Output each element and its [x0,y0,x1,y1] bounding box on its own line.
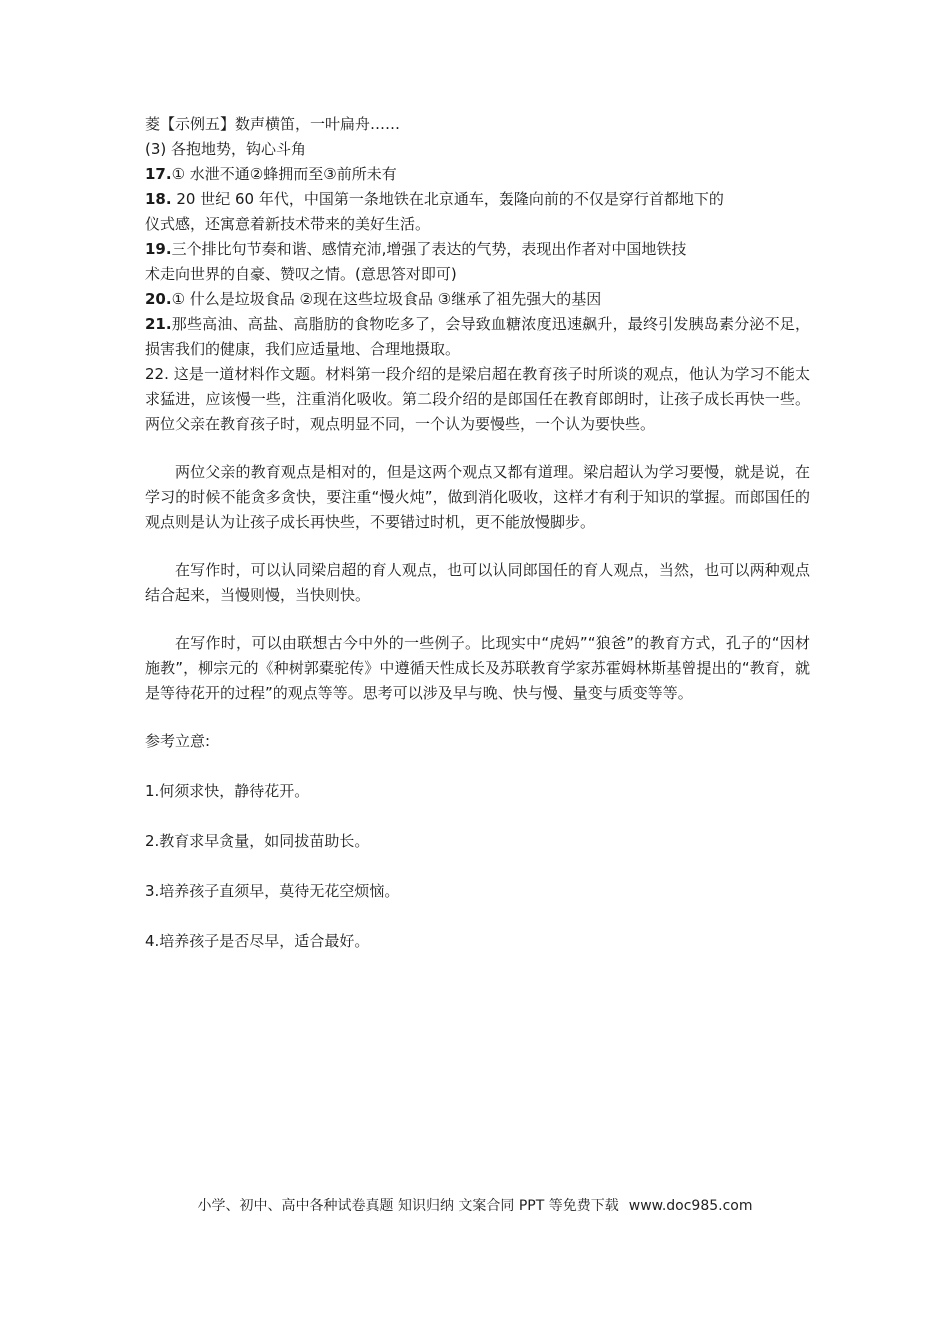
answer-18-cont: 仪式感，还寓意着新技术带来的美好生活。 [145,215,431,233]
reference-item-2: 2.教育求早贪量，如同拔苗助长。 [145,832,370,850]
answer-19 [145,237,810,262]
footer-url[interactable]: www.doc985.com [628,1198,753,1214]
page-footer [0,1195,950,1215]
answer-text: 20 世纪 60 年代，中国第一条地铁在北京通车，轰隆向前的不仅是穿行首都地下的 [171,190,724,208]
answer-content [145,112,810,954]
answer-19-cont: 术走向世界的自豪、赞叹之情。(意思答对即可) [145,265,457,283]
answer-line-3: (3) 各抱地势，钩心斗角 [145,140,307,158]
spacer [145,437,810,460]
essay-paragraph-2: 在写作时，可以认同梁启超的育人观点，也可以认同郎国任的育人观点，当然，也可以两种观点结合起来，当慢则慢，当快则快。 [145,561,810,604]
question-number: 20. [145,290,172,308]
question-number: 17. [145,165,172,183]
answer-21 [145,312,810,362]
spacer [145,608,810,631]
answer-text: ① 水泄不通②蜂拥而至③前所未有 [171,165,397,183]
answer-text: ① 什么是垃圾食品 ②现在这些垃圾食品 ③继承了祖先强大的基因 [171,290,602,308]
answer-20 [145,287,810,312]
question-number: 18. [145,190,172,208]
answer-18 [145,187,810,212]
reference-heading: 参考立意: [145,732,211,750]
reference-item-4: 4.培养孩子是否尽早，适合最好。 [145,932,370,950]
essay-paragraph-1: 两位父亲的教育观点是相对的，但是这两个观点又都有道理。梁启超认为学习要慢，就是说，在学习的时候不能贪多贪快，要注重“慢火炖”，做到消化吸收，这样才有利于知识的掌握。而郎国任的观点则是认为让孩子成长再快些，不要错过时机，更不能放慢脚步。 [145,463,810,531]
spacer [145,804,810,829]
answer-text: 三个排比句节奏和谐、感情充沛,增强了表达的气势，表现出作者对中国地铁技 [171,240,687,258]
spacer [145,706,810,729]
reference-item-3: 3.培养孩子直须早，莫待无花空烦恼。 [145,882,400,900]
spacer [145,854,810,879]
answer-line-example5: 菱【示例五】数声横笛，一叶扁舟…… [145,115,401,133]
spacer [145,535,810,558]
reference-item-1: 1.何须求快，静待花开。 [145,782,310,800]
spacer [145,754,810,779]
footer-text: 小学、初中、高中各种试卷真题 知识归纳 文案合同 PPT 等免费下载 [197,1198,619,1214]
answer-text: 那些高油、高盐、高脂肪的食物吃多了，会导致血糖浓度迅速飙升，最终引发胰岛素分泌不足，损害我们的健康，我们应适量地、合理地摄取。 [145,315,810,358]
question-number: 21. [145,315,172,333]
essay-paragraph-3: 在写作时，可以由联想古今中外的一些例子。比现实中“虎妈”“狼爸”的教育方式，孔子的“因材施教”，柳宗元的《种树郭橐驼传》中遵循天性成长及苏联教育学家苏霍姆林斯基曾提出的“教育，就是等待花开的过程”的观点等等。思考可以涉及早与晚、快与慢、量变与质变等等。 [145,634,810,702]
answer-17 [145,162,810,187]
spacer [145,904,810,929]
question-number: 19. [145,240,172,258]
answer-22: 22. 这是一道材料作文题。材料第一段介绍的是梁启超在教育孩子时所谈的观点，他认为学习不能太求猛进，应该慢一些，注重消化吸收。第二段介绍的是郎国任在教育郎朗时，让孩子成长再快一些。两位父亲在教育孩子时，观点明显不同，一个认为要慢些，一个认为要快些。 [145,365,810,433]
